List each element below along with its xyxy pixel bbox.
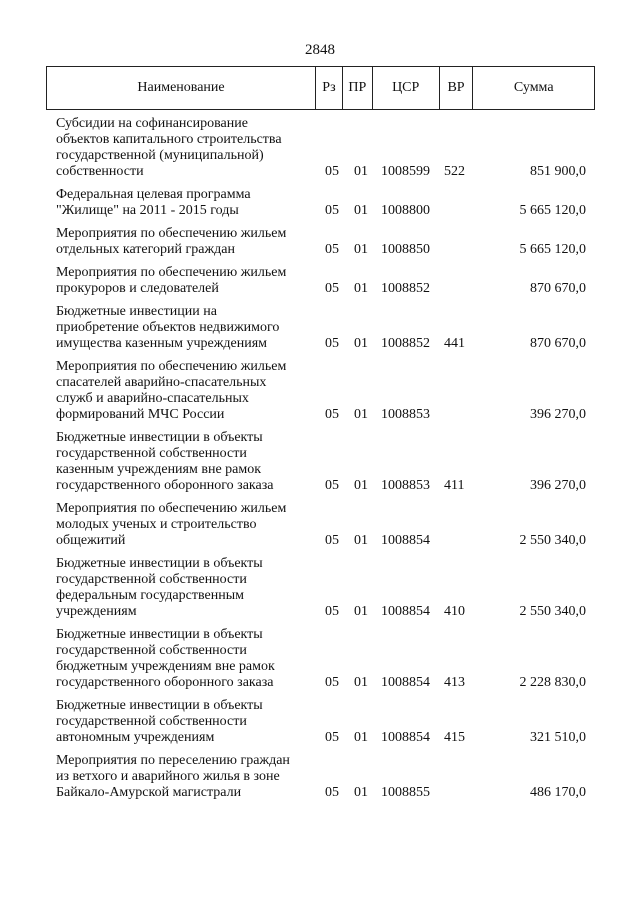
table-row xyxy=(0,556,640,620)
row-values xyxy=(0,478,640,494)
header-csr: ЦСР xyxy=(373,67,440,109)
header-pr: ПР xyxy=(343,67,373,109)
table-row xyxy=(0,753,640,801)
row-sum: 321 510,0 xyxy=(530,730,586,745)
table-row xyxy=(0,430,640,494)
row-sum: 396 270,0 xyxy=(530,407,586,422)
header-name: Наименование xyxy=(47,67,316,109)
table-body xyxy=(0,116,640,808)
row-pr: 01 xyxy=(354,242,368,257)
row-sum: 5 665 120,0 xyxy=(519,242,586,257)
row-csr: 1008800 xyxy=(381,203,430,218)
row-csr: 1008854 xyxy=(381,675,430,690)
table-row xyxy=(0,359,640,423)
row-pr: 01 xyxy=(354,407,368,422)
table-row xyxy=(0,187,640,219)
row-values xyxy=(0,164,640,180)
row-csr: 1008854 xyxy=(381,604,430,619)
row-values xyxy=(0,604,640,620)
row-csr: 1008599 xyxy=(381,164,430,179)
row-values xyxy=(0,242,640,258)
row-csr: 1008853 xyxy=(381,478,430,493)
row-values xyxy=(0,203,640,219)
row-pr: 01 xyxy=(354,281,368,296)
row-pr: 01 xyxy=(354,478,368,493)
row-sum: 2 550 340,0 xyxy=(519,533,586,548)
row-sum: 486 170,0 xyxy=(530,785,586,800)
row-sum: 870 670,0 xyxy=(530,281,586,296)
row-vr: 522 xyxy=(444,164,465,179)
row-pr: 01 xyxy=(354,604,368,619)
table-row xyxy=(0,627,640,691)
row-name: Мероприятия по обеспечению жильем прокуроров и следователей xyxy=(56,265,287,296)
row-name: Мероприятия по переселению граждан из ветхого и аварийного жилья в зоне Байкало-Амурской магистрали xyxy=(56,753,290,800)
row-rz: 05 xyxy=(325,407,339,422)
row-pr: 01 xyxy=(354,675,368,690)
row-values xyxy=(0,785,640,801)
row-csr: 1008855 xyxy=(381,785,430,800)
row-name: Мероприятия по обеспечению жильем спасателей аварийно-спасательных служб и аварийно-спасательных формирований МЧС России xyxy=(56,359,287,422)
row-csr: 1008854 xyxy=(381,533,430,548)
row-name: Мероприятия по обеспечению жильем молодых ученых и строительство общежитий xyxy=(56,501,287,548)
row-sum: 851 900,0 xyxy=(530,164,586,179)
row-values xyxy=(0,675,640,691)
row-sum: 2 228 830,0 xyxy=(519,675,586,690)
row-sum: 5 665 120,0 xyxy=(519,203,586,218)
row-rz: 05 xyxy=(325,203,339,218)
row-csr: 1008854 xyxy=(381,730,430,745)
row-name: Бюджетные инвестиции в объекты государственной собственности автономным учреждениям xyxy=(56,698,263,745)
row-name: Субсидии на софинансирование объектов капитального строительства государственной (муниципальной) собственности xyxy=(56,116,282,179)
row-sum: 870 670,0 xyxy=(530,336,586,351)
row-pr: 01 xyxy=(354,164,368,179)
header-vr: ВР xyxy=(440,67,474,109)
row-vr: 413 xyxy=(444,675,465,690)
row-name: Мероприятия по обеспечению жильем отдельных категорий граждан xyxy=(56,226,287,257)
row-csr: 1008852 xyxy=(381,281,430,296)
row-values xyxy=(0,730,640,746)
row-rz: 05 xyxy=(325,164,339,179)
table-row xyxy=(0,116,640,180)
table-header xyxy=(46,66,595,110)
row-name: Бюджетные инвестиции в объекты государственной собственности казенным учреждениям вне рамок государственного оборонного заказа xyxy=(56,430,274,493)
row-pr: 01 xyxy=(354,336,368,351)
table-row xyxy=(0,501,640,549)
row-values xyxy=(0,533,640,549)
row-values xyxy=(0,281,640,297)
header-rz: Рз xyxy=(316,67,343,109)
row-rz: 05 xyxy=(325,242,339,257)
row-vr: 415 xyxy=(444,730,465,745)
table-row xyxy=(0,226,640,258)
row-name: Федеральная целевая программа "Жилище" на 2011 - 2015 годы xyxy=(56,187,251,218)
row-rz: 05 xyxy=(325,336,339,351)
row-values xyxy=(0,407,640,423)
row-name: Бюджетные инвестиции в объекты государственной собственности бюджетным учреждениям вне рамок государственного оборонного заказа xyxy=(56,627,275,690)
page-number: 2848 xyxy=(305,42,335,58)
table-row xyxy=(0,304,640,352)
row-sum: 2 550 340,0 xyxy=(519,604,586,619)
row-csr: 1008853 xyxy=(381,407,430,422)
row-pr: 01 xyxy=(354,785,368,800)
row-pr: 01 xyxy=(354,203,368,218)
row-vr: 410 xyxy=(444,604,465,619)
header-sum: Сумма xyxy=(513,80,554,95)
row-name: Бюджетные инвестиции на приобретение объектов недвижимого имущества казенным учреждениям xyxy=(56,304,280,351)
row-name: Бюджетные инвестиции в объекты государственной собственности федеральным государственным учреждениям xyxy=(56,556,263,619)
row-rz: 05 xyxy=(325,785,339,800)
row-rz: 05 xyxy=(325,730,339,745)
table-row xyxy=(0,265,640,297)
row-rz: 05 xyxy=(325,281,339,296)
row-sum: 396 270,0 xyxy=(530,478,586,493)
row-pr: 01 xyxy=(354,533,368,548)
row-pr: 01 xyxy=(354,730,368,745)
row-vr: 411 xyxy=(444,478,465,493)
row-csr: 1008850 xyxy=(381,242,430,257)
row-rz: 05 xyxy=(325,675,339,690)
row-rz: 05 xyxy=(325,478,339,493)
table-row xyxy=(0,698,640,746)
row-rz: 05 xyxy=(325,604,339,619)
row-rz: 05 xyxy=(325,533,339,548)
row-csr: 1008852 xyxy=(381,336,430,351)
row-values xyxy=(0,336,640,352)
row-vr: 441 xyxy=(444,336,465,351)
